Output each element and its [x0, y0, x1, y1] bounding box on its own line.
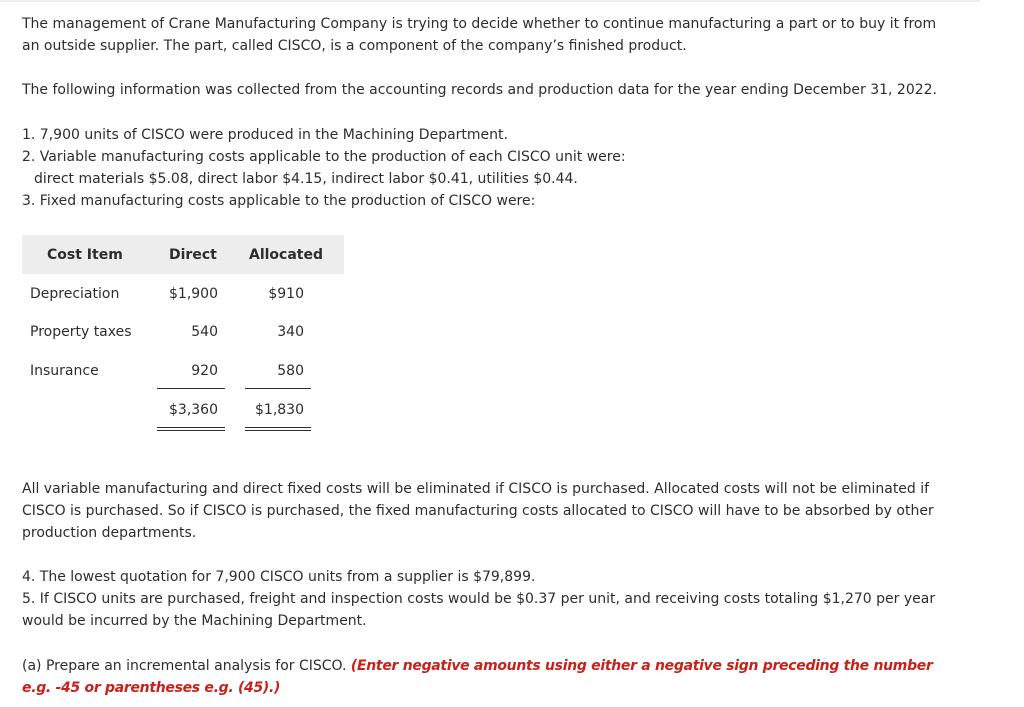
subtotal-rule-allocated [245, 388, 311, 389]
header-direct: Direct [169, 247, 217, 263]
list-item-5: 5. If CISCO units are purchased, freight and inspection costs would be $0.37 per unit, and receiving costs totaling $1,270 per year would be incurred by the Machining Department. [22, 591, 936, 629]
list-item-4: 4. The lowest quotation for 7,900 CISCO units from a supplier is $79,899. [22, 569, 536, 585]
total-double-rule-allocated [245, 430, 311, 431]
list-item-3: 3. Fixed manufacturing costs applicable to the production of CISCO were: [22, 193, 536, 209]
elimination-paragraph: All variable manufacturing and direct fixed costs will be eliminated if CISCO is purchased. Allocated costs will not be eliminated if CISCO is purchased. So if CISCO is purchased, the fixed manufacturing costs allocated to CISCO will have to be absorbed by other production departments. [22, 481, 934, 541]
total-double-rule-direct [157, 430, 225, 431]
total-double-rule-allocated [245, 427, 311, 428]
total-allocated: $1,830 [255, 402, 304, 418]
list-item-2-detail: direct materials $5.08, direct labor $4.15, indirect labor $0.41, utilities $0.44. [34, 171, 578, 187]
header-allocated: Allocated [249, 247, 324, 263]
subtotal-rule-direct [157, 388, 225, 389]
table-row-direct: 920 [191, 363, 218, 379]
top-divider [0, 0, 980, 2]
total-double-rule-direct [157, 427, 225, 428]
list-item-1: 1. 7,900 units of CISCO were produced in the Machining Department. [22, 127, 508, 143]
total-direct: $3,360 [169, 402, 218, 418]
info-paragraph: The following information was collected from the accounting records and production data for the year ending December 31, 2022. [22, 82, 938, 98]
table-row-direct: $1,900 [169, 286, 218, 302]
entry-instruction: (Enter negative amounts using either a negative sign preceding the number e.g. -45 or parentheses e.g. (45).) [22, 658, 933, 696]
question-prompt [22, 655, 957, 699]
table-row-direct: 540 [191, 324, 218, 340]
table-row-allocated: 580 [277, 363, 304, 379]
header-cost-item: Cost Item [47, 247, 123, 263]
question-part-a: (a) Prepare an incremental analysis for CISCO. [22, 658, 347, 674]
intro-paragraph: The management of Crane Manufacturing Company is trying to decide whether to continue manufacturing a part or to buy it from an outside supplier. The part, called CISCO, is a component of the company’s finished product. [22, 16, 937, 54]
table-row-allocated: $910 [268, 286, 304, 302]
table-row-item: Depreciation [30, 286, 120, 302]
table-row-item: Property taxes [30, 324, 132, 340]
table-row-allocated: 340 [277, 324, 304, 340]
purchase-data-list [22, 566, 957, 632]
table-row-item: Insurance [30, 363, 99, 379]
production-data-list [22, 124, 957, 212]
list-item-2: 2. Variable manufacturing costs applicable to the production of each CISCO unit were: [22, 149, 626, 165]
